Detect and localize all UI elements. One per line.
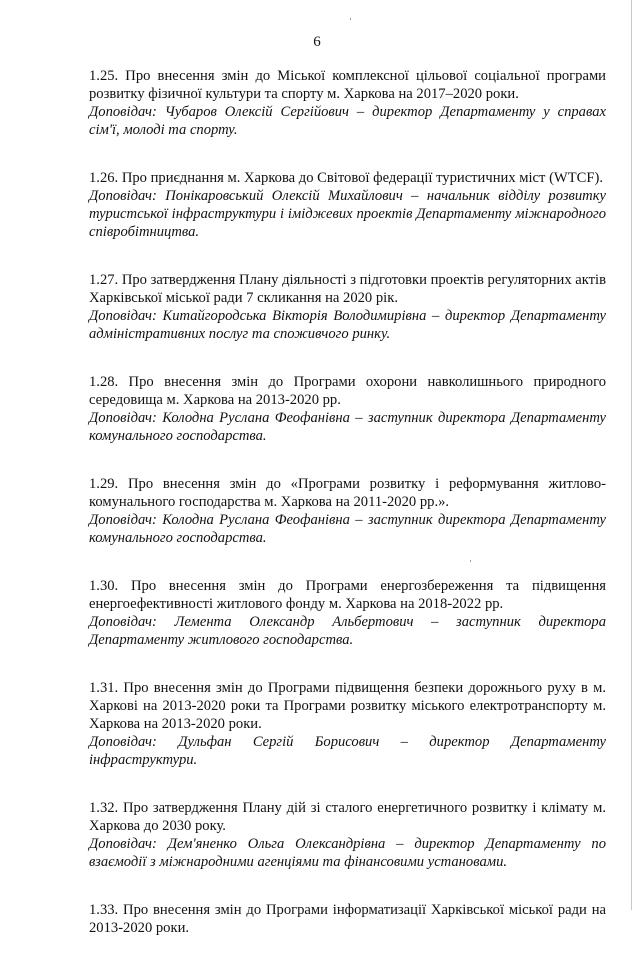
agenda-item-title: 1.25. Про внесення змін до Міської комплексної цільової соціальної програми розвитку фізичної культури та спорту м. Харкова на 2017–2020 роки. (89, 68, 606, 102)
speaker-text: Чубаров Олексій Сергійович – директор Департаменту у справах сім'ї, молоді та спорту. (89, 104, 606, 138)
agenda-item-speaker (89, 835, 606, 871)
agenda-list (89, 67, 606, 967)
agenda-item-speaker (89, 511, 606, 547)
speaker-label: Доповідач: (89, 188, 157, 204)
speaker-text: Китайгородська Вікторія Володимирівна – директор Департаменту адміністративних послуг та споживчого ринку. (89, 308, 606, 342)
speaker-text: Лемента Олександр Альбертович – заступник директора Департаменту житлового господарства. (89, 614, 606, 648)
speaker-label: Доповідач: (89, 410, 157, 426)
agenda-item-speaker (89, 409, 606, 445)
speaker-text: Колодна Руслана Феофанівна – заступник директора Департаменту комунального господарства. (89, 410, 606, 444)
speaker-label: Доповідач: (89, 512, 157, 528)
agenda-item (89, 799, 606, 871)
agenda-item-speaker (89, 187, 606, 241)
agenda-item-speaker (89, 307, 606, 343)
agenda-item-title: 1.32. Про затвердження Плану дій зі сталого енергетичного розвитку і клімату м. Харкова до 2030 року. (89, 800, 606, 834)
speaker-label: Доповідач: (89, 104, 157, 120)
speaker-label: Доповідач: (89, 734, 157, 750)
agenda-item (89, 679, 606, 769)
speaker-text: Колодна Руслана Феофанівна – заступник директора Департаменту комунального господарства. (89, 512, 606, 546)
speaker-label: Доповідач: (89, 836, 157, 852)
agenda-item-title: 1.29. Про внесення змін до «Програми розвитку і реформування житлово-комунального господарства м. Харкова на 2011-2020 рр.». (89, 476, 606, 510)
speaker-text: Дульфан Сергій Борисович – директор Департаменту інфраструктури. (89, 734, 606, 768)
agenda-item-speaker (89, 613, 606, 649)
agenda-item-title: 1.30. Про внесення змін до Програми енергозбереження та підвищення енергоефективності житлового фонду м. Харкова на 2018-2022 рр. (89, 578, 606, 612)
agenda-item (89, 67, 606, 139)
agenda-item (89, 475, 606, 547)
speaker-label: Доповідач: (89, 614, 157, 630)
agenda-item (89, 373, 606, 445)
page-number: 6 (313, 34, 321, 50)
agenda-item-speaker (89, 733, 606, 769)
agenda-item-title: 1.31. Про внесення змін до Програми підвищення безпеки дорожнього руху в м. Харкові на 2013-2020 роки та Програми розвитку міського електротранспорту м. Харкова на 2013-2020 роки. (89, 680, 606, 732)
speaker-text: Дем'яненко Ольга Олександрівна – директор Департаменту по взаємодії з міжнародними агенціями та фінансовими установами. (89, 836, 607, 870)
agenda-item-speaker (89, 103, 606, 139)
agenda-item (89, 271, 606, 343)
scan-edge-line (631, 0, 632, 910)
scan-speck (350, 18, 351, 20)
speaker-text: Понікаровський Олексій Михайлович – начальник відділу розвитку туристської інфраструктури і іміджевих проектів Департаменту міжнародного співробітництва. (89, 188, 607, 240)
agenda-item-title: 1.33. Про внесення змін до Програми інформатизації Харківської міської ради на 2013-2020 роки. (89, 902, 606, 936)
agenda-item-title: 1.27. Про затвердження Плану діяльності з підготовки проектів регуляторних актів Харківської міської ради 7 скликання на 2020 рік. (89, 272, 606, 306)
agenda-item (89, 901, 606, 937)
speaker-label: Доповідач: (89, 308, 157, 324)
agenda-item-title: 1.28. Про внесення змін до Програми охорони навколишнього природного середовища м. Харкова на 2013-2020 рр. (89, 374, 606, 408)
agenda-item (89, 169, 606, 241)
agenda-item (89, 577, 606, 649)
agenda-item-title: 1.26. Про приєднання м. Харкова до Світової федерації туристичних міст (WTCF). (89, 170, 603, 186)
